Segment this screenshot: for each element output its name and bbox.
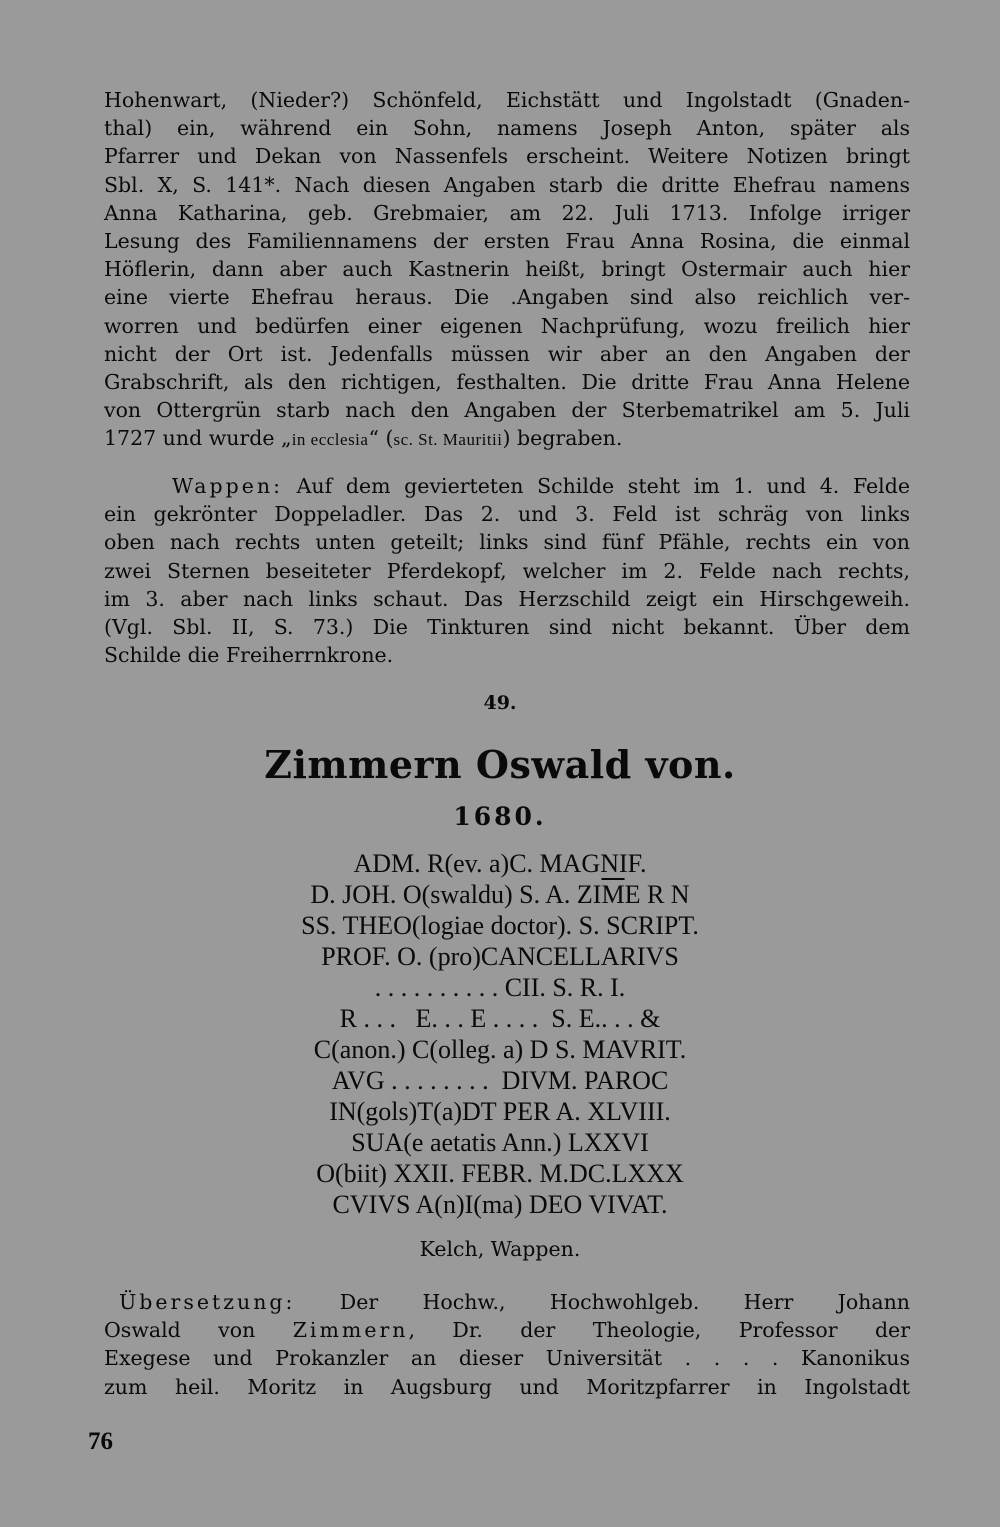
text-line: von Ottergrün starb nach den Angaben der Sterbematrikel am 5. Juli bbox=[104, 398, 910, 423]
paragraph-translation bbox=[104, 1288, 910, 1401]
entry-title: Zimmern Oswald von. bbox=[264, 742, 736, 787]
text-line: Lesung des Familiennamens der ersten Frau Anna Rosina, die einmal bbox=[104, 229, 910, 254]
text-line: Pfarrer und Dekan von Nassenfels erscheint. Weitere Notizen bringt bbox=[104, 144, 910, 169]
text-line: Höflerin, dann aber auch Kastnerin heißt, bringt Ostermair auch hier bbox=[104, 257, 910, 282]
paragraph-wappen bbox=[104, 472, 910, 669]
entry-number: 49. bbox=[483, 692, 517, 714]
inscription-line: R . . . E. . . E . . . . S. E.. . . & bbox=[339, 1004, 661, 1033]
text-line bbox=[104, 472, 910, 500]
text-line: Exegese und Prokanzler an dieser Universität . . . . Kanonikus bbox=[104, 1346, 910, 1371]
text-line-last bbox=[104, 424, 910, 454]
inscription-line: CVIVS A(n)I(ma) DEO VIVAT. bbox=[332, 1190, 668, 1219]
inscription-line: O(biit) XXII. FEBR. M.DC.LXXX bbox=[316, 1159, 684, 1188]
text-fragment: , Dr. der Theologie, Professor der bbox=[408, 1318, 910, 1343]
text-fragment: “ ( bbox=[368, 426, 394, 451]
text-line-last: Schilde die Freiherrnkrone. bbox=[104, 643, 394, 668]
text-line: Anna Katharina, geb. Grebmaier, am 22. Juli 1713. Infolge irriger bbox=[104, 200, 910, 225]
inscription-line: ADM. R(ev. a)C. MAGNIF. bbox=[353, 849, 647, 878]
text-fragment: D. JOH. O(swaldu) S. A. ZI bbox=[310, 880, 602, 909]
text-fragment: E R N bbox=[624, 880, 690, 909]
text-fragment: Der Hochw., Hochwohlgeb. Herr Johann bbox=[295, 1290, 910, 1314]
text-line: worren und bedürfen einer eigenen Nachprüfung, wozu freilich hier bbox=[104, 313, 910, 338]
text-line bbox=[104, 1316, 910, 1344]
inscription bbox=[0, 848, 1000, 1220]
inscription-line: PROF. O. (pro)CANCELLARIVS bbox=[321, 942, 679, 971]
inscription-line bbox=[0, 879, 1000, 910]
text-fragment: Auf dem gevierteten Schilde steht im 1. und 4. Felde bbox=[283, 474, 910, 498]
inscription-line: C(anon.) C(olleg. a) D S. MAVRIT. bbox=[313, 1035, 687, 1064]
inscription-line: SUA(e aetatis Ann.) LXXVI bbox=[351, 1128, 649, 1157]
text-line: oben nach rechts unten geteilt; links sind fünf Pfähle, rechts ein von bbox=[104, 530, 910, 555]
abbreviation-mark: $\overline{M}$ bbox=[601, 880, 625, 909]
text-line: thal) ein, während ein Sohn, namens Joseph Anton, später als bbox=[104, 116, 910, 141]
page-number: 76 bbox=[88, 1428, 113, 1455]
paragraph-genealogy bbox=[104, 86, 910, 455]
entry-year: 1680. bbox=[453, 802, 547, 831]
inscription-line: AVG . . . . . . . . DIVM. PAROC bbox=[331, 1066, 669, 1095]
latin-quote: in ecclesia bbox=[291, 430, 369, 450]
text-line: zwei Sternen beseiteter Pferdekopf, welcher im 2. Felde nach rechts, bbox=[104, 558, 910, 583]
text-fragment: Oswald von bbox=[104, 1318, 293, 1343]
inscription-line: SS. THEO(logiae doctor). S. SCRIPT. bbox=[301, 911, 699, 940]
text-line: Grabschrift, als den richtigen, festhalten. Die dritte Frau Anna Helene bbox=[104, 370, 910, 395]
text-line: Hohenwart, (Nieder?) Schönfeld, Eichstätt und Ingolstadt (Gnaden- bbox=[104, 88, 910, 112]
text-line bbox=[104, 1288, 910, 1316]
text-line: eine vierte Ehefrau heraus. Die .Angaben sind also reichlich ver- bbox=[104, 285, 910, 310]
translation-label: Übersetzung: bbox=[119, 1290, 296, 1314]
text-line: nicht der Ort ist. Jedenfalls müssen wir aber an den Angaben der bbox=[104, 341, 910, 366]
name-spaced: Zimmern bbox=[292, 1318, 409, 1343]
inscription-note: Kelch, Wappen. bbox=[419, 1237, 581, 1261]
text-fragment: 1727 und wurde „ bbox=[104, 426, 292, 451]
text-fragment: ) begraben. bbox=[502, 426, 623, 451]
wappen-label: Wappen: bbox=[172, 474, 283, 498]
text-line: Sbl. X, S. 141*. Nach diesen Angaben starb die dritte Ehefrau namens bbox=[104, 172, 910, 197]
inscription-line: . . . . . . . . . . CII. S. R. I. bbox=[374, 973, 626, 1002]
text-line: im 3. aber nach links schaut. Das Herzschild zeigt ein Hirschgeweih. bbox=[104, 586, 910, 611]
inscription-line: IN(gols)T(a)DT PER A. XLVIII. bbox=[329, 1097, 671, 1126]
text-line: zum heil. Moritz in Augsburg und Moritzpfarrer in Ingolstadt bbox=[104, 1374, 910, 1399]
latin-note: sc. St. Mauritii bbox=[393, 430, 503, 450]
text-line: ein gekrönter Doppeladler. Das 2. und 3. Feld ist schräg von links bbox=[104, 502, 910, 527]
text-line: (Vgl. Sbl. II, S. 73.) Die Tinkturen sind nicht bekannt. Über dem bbox=[104, 615, 910, 640]
